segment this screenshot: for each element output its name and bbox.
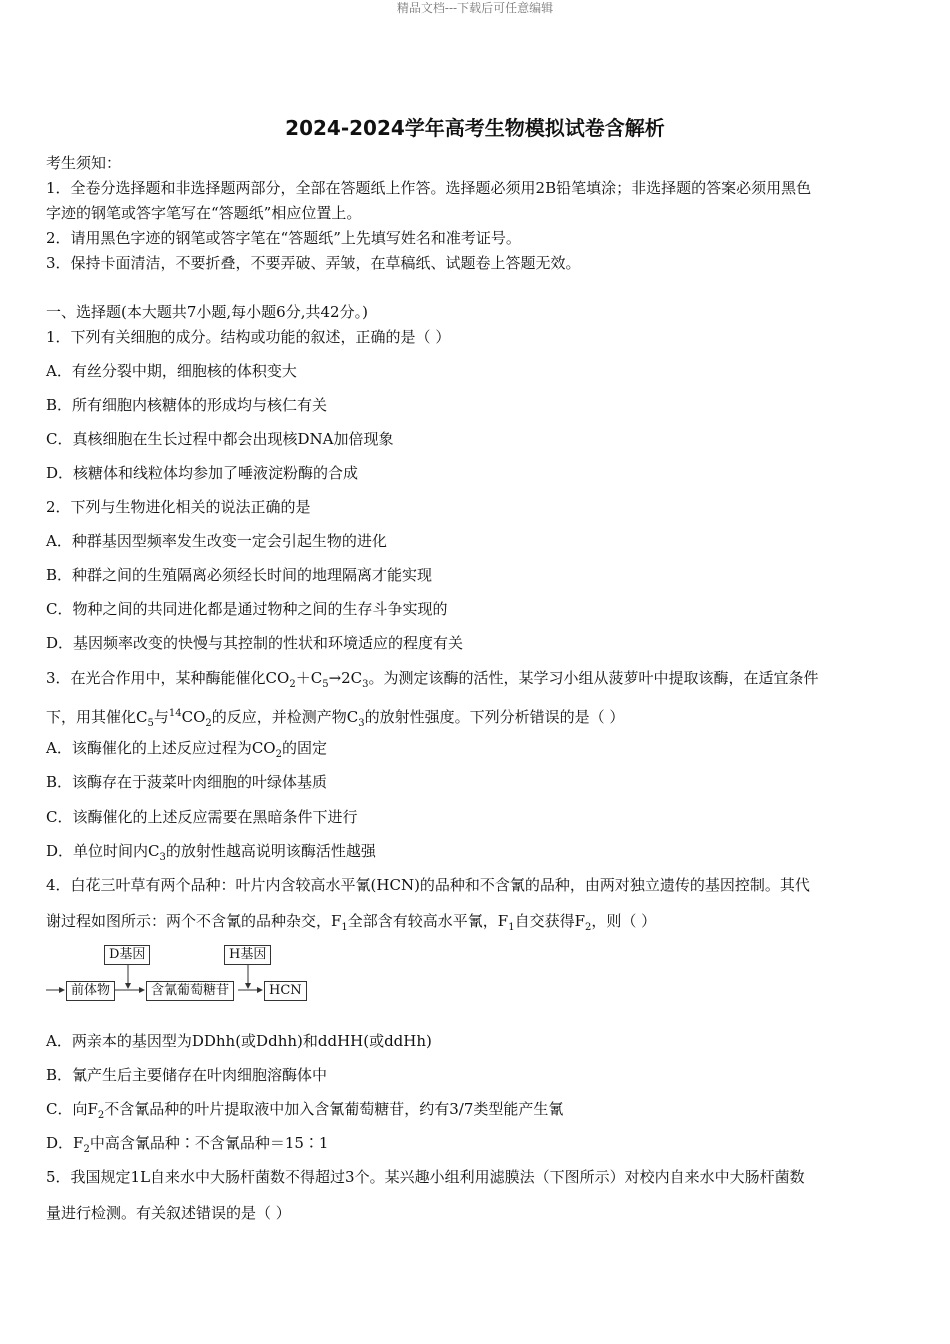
section-heading: 一、选择题(本大题共7小题,每小题6分,共42分。)	[46, 303, 368, 321]
hcn-box: HCN	[264, 981, 307, 1001]
question-1-option-d: D．核糖体和线粒体均参加了唾液淀粉酶的合成	[46, 464, 359, 482]
question-3-option-a: A．该酶催化的上述反应过程为$CO_2$的固定	[46, 739, 327, 760]
question-1-option-b: B．所有细胞内核糖体的形成均与核仁有关	[46, 396, 328, 414]
question-4-stem-line-1: 4．白花三叶草有两个品种：叶片内含较高水平氰(HCN)的品种和不含氰的品种，由两对独立遗传的基因控制。其代	[46, 876, 810, 894]
notice-item-1: 1．全卷分选择题和非选择题两部分，全部在答题纸上作答。选择题必须用2B铅笔填涂；非选择题的答案必须用黑色	[46, 179, 812, 197]
gene-h-box: H基因	[224, 945, 271, 965]
question-3-option-c: C．该酶催化的上述反应需要在黑暗条件下进行	[46, 808, 358, 826]
question-5-stem-line-1: 5．我国规定1L自来水中大肠杆菌数不得超过3个。某兴趣小组利用滤膜法（下图所示）对校内自来水中大肠杆菌数	[46, 1168, 805, 1186]
question-4-option-a: A．两亲本的基因型为DDhh(或Ddhh)和ddHH(或ddHh)	[46, 1032, 432, 1050]
question-3-stem-line-1: 3．在光合作用中，某种酶能催化$CO_2+C_5\to 2C_3$。为测定该酶的活性，某学习小组从菠萝叶中提取该酶，在适宜条件	[46, 669, 819, 690]
question-3-stem-line-2: 下，用其催化$C_5$与$^{14}CO_2$的反应，并检测产物$C_3$的放射性强度。下列分析错误的是（ ）	[46, 708, 625, 729]
question-5-stem-line-2: 量进行检测。有关叙述错误的是（ ）	[46, 1204, 291, 1222]
gene-d-box: D基因	[104, 945, 150, 965]
question-4-option-c: C．向$F_2$不含氰品种的叶片提取液中加入含氰葡萄糖苷，约有3/7类型能产生氰	[46, 1100, 564, 1121]
intermediate-box: 含氰葡萄糖苷	[146, 981, 234, 1001]
notice-item-1-cont: 字迹的钢笔或答字笔写在“答题纸”相应位置上。	[46, 204, 362, 222]
metabolic-pathway-diagram	[46, 944, 316, 1004]
page-title: 2024-2024学年高考生物模拟试卷含解析	[285, 116, 665, 140]
notice-item-2: 2．请用黑色字迹的钢笔或答字笔在“答题纸”上先填写姓名和准考证号。	[46, 229, 521, 247]
question-3-option-d: D．单位时间内$C_3$的放射性越高说明该酶活性越强	[46, 842, 376, 863]
question-1-stem: 1．下列有关细胞的成分。结构或功能的叙述，正确的是（ ）	[46, 328, 451, 346]
precursor-box: 前体物	[66, 981, 115, 1001]
question-4-stem-line-2: 谢过程如图所示：两个不含氰的品种杂交，$F_1$全部含有较高水平氰，$F_1$自交获得$F_2$，则（ ）	[46, 912, 657, 933]
page-header: 精品文档---下载后可任意编辑	[396, 1, 554, 15]
question-4-option-d: D．$F_2$中高含氰品种∶不含氰品种＝15∶1	[46, 1134, 329, 1155]
question-2-option-a: A．种群基因型频率发生改变一定会引起生物的进化	[46, 532, 387, 550]
question-2-stem: 2．下列与生物进化相关的说法正确的是	[46, 498, 311, 516]
notice-item-3: 3．保持卡面清洁，不要折叠，不要弄破、弄皱，在草稿纸、试题卷上答题无效。	[46, 254, 581, 272]
question-2-option-c: C．物种之间的共同进化都是通过物种之间的生存斗争实现的	[46, 600, 448, 618]
question-1-option-c: C．真核细胞在生长过程中都会出现核DNA加倍现象	[46, 430, 394, 448]
question-2-option-d: D．基因频率改变的快慢与其控制的性状和环境适应的程度有关	[46, 634, 464, 652]
question-2-option-b: B．种群之间的生殖隔离必须经长时间的地理隔离才能实现	[46, 566, 433, 584]
question-4-option-b: B．氰产生后主要储存在叶肉细胞溶酶体中	[46, 1066, 328, 1084]
question-3-option-b: B．该酶存在于菠菜叶肉细胞的叶绿体基质	[46, 773, 328, 791]
notice-heading: 考生须知：	[46, 154, 122, 172]
question-1-option-a: A．有丝分裂中期，细胞核的体积变大	[46, 362, 297, 380]
